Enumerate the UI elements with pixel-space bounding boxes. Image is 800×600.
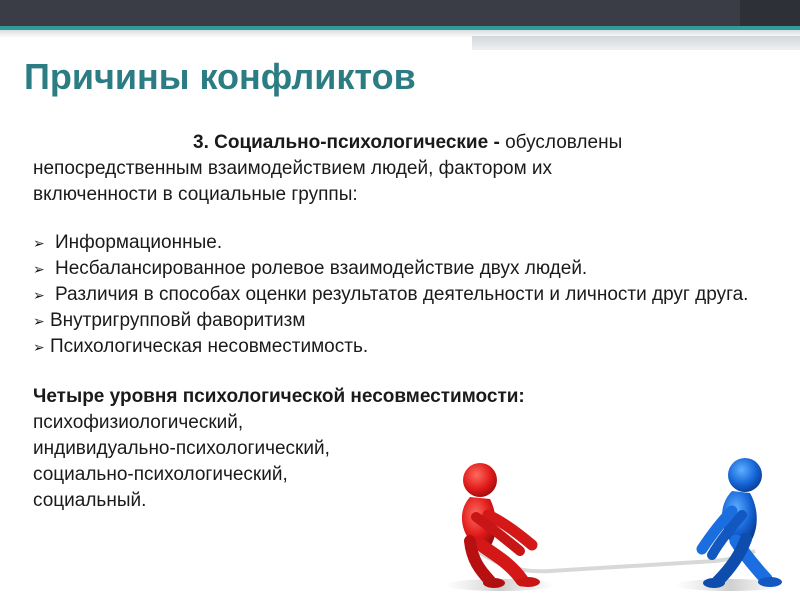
intro-line-1: [33, 130, 773, 156]
bullet-text: Внутригрупповй фаворитизм: [50, 310, 306, 331]
slide-title: Причины конфликтов: [24, 56, 416, 97]
bullet-item: [33, 230, 773, 256]
tug-of-war-illustration: [440, 455, 785, 595]
spacer: [33, 360, 773, 384]
arrowhead-bullet-icon: ➢: [33, 339, 45, 355]
bullet-text: Несбалансированное ролевое взаимодействие двух людей.: [55, 258, 588, 279]
bullet-text: Информационные.: [55, 232, 223, 253]
bullet-item: [33, 308, 773, 334]
level-item: социальный.: [33, 490, 147, 511]
intro-bold: 3. Социально-психологические: [193, 132, 489, 153]
bullet-text: Различия в способах оценки результатов деятельности и личности друг друга.: [55, 284, 749, 305]
bullet-item: [33, 256, 773, 282]
level-item: индивидуально-психологический,: [33, 438, 330, 459]
intro-rest: обусловлены: [505, 132, 623, 153]
spacer: [33, 208, 773, 230]
intro-line-2: непосредственным взаимодействием людей, фактором их: [33, 158, 553, 179]
level-item: психофизиологический,: [33, 412, 244, 433]
level-item: социально-психологический,: [33, 464, 288, 485]
bullet-item: [33, 334, 773, 360]
blue-figure: [702, 458, 782, 588]
intro-line-3: включенности в социальные группы:: [33, 184, 358, 205]
header-band: [0, 0, 800, 26]
arrowhead-bullet-icon: ➢: [33, 313, 45, 329]
intro-dash: -: [488, 132, 506, 153]
bullet-item: [33, 282, 773, 308]
bullet-text: Психологическая несовместимость.: [50, 336, 369, 357]
arrowhead-bullet-icon: ➢: [33, 261, 45, 277]
levels-heading: Четыре уровня психологической несовместимости:: [33, 386, 525, 407]
arrowhead-bullet-icon: ➢: [33, 235, 45, 251]
header-band-corner: [740, 0, 800, 26]
accent-tab: [472, 36, 800, 50]
arrowhead-bullet-icon: ➢: [33, 287, 45, 303]
